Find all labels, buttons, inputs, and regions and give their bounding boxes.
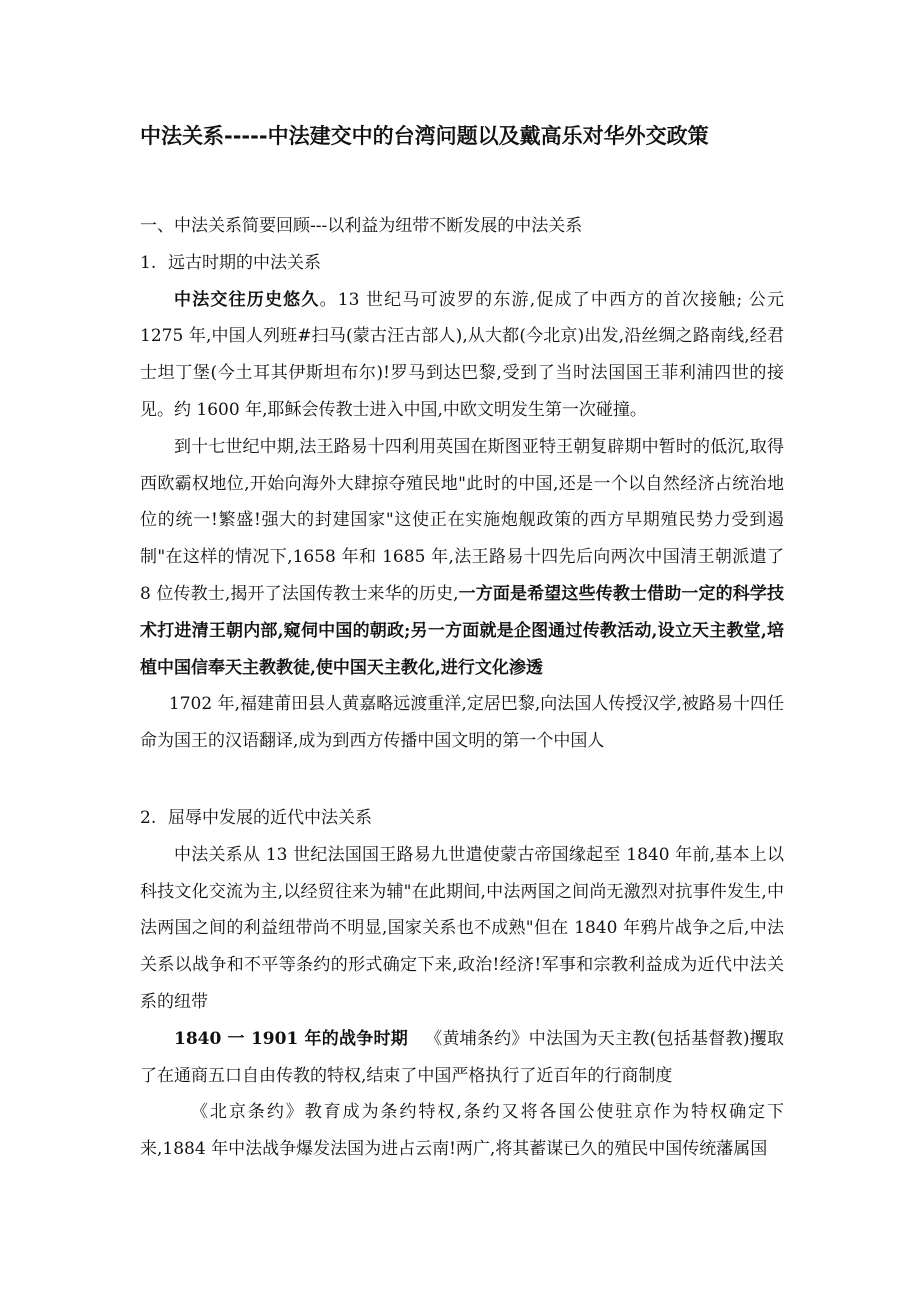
- section-heading: 一、中法关系简要回顾---以利益为纽带不断发展的中法关系: [140, 216, 583, 236]
- paragraph: [140, 282, 784, 429]
- subsection-heading-2: [140, 800, 784, 837]
- paragraph-text: 中法关系从 13 世纪法国国王路易九世遣使蒙古帝国缘起至 1840 年前,基本上以科技文化交流为主,以经贸往来为辅"在此期间,中法两国之间尚无激烈对抗事件发生,中法两国之间的利益纽带尚不明显,国家关系也不成熟"但在 1840 年鸦片战争之后,中法关系以战争和不平等条约的形式确定下来,政治!经济!军事和宗教利益成为近代中法关系的纽带: [140, 844, 784, 1012]
- paragraph-text: 到十七世纪中期,法王路易十四利用英国在斯图亚特王朝复辟期中暂时的低沉,取得西欧霸权地位,开始向海外大肆掠夺殖民地"此时的中国,还是一个以自然经济占统治地位的统一!繁盛!强大的封建国家"这使正在实施炮舰政策的西方早期殖民势力受到遏制"在这样的情况下,1658 年和 1685 年,法王路易十四先后向两次中国清王朝派遣了 8 位传教士,揭开了法国传教士来华的历史,: [140, 436, 784, 604]
- subsection-number: 2.: [140, 807, 157, 828]
- document-title: 中法关系-----中法建交中的台湾问题以及戴高乐对华外交政策: [140, 124, 709, 148]
- subsection-title: 远古时期的中法关系: [168, 252, 321, 273]
- subsection-heading-1: [140, 245, 784, 282]
- bold-text: 1840 一 1901 年的战争时期: [174, 1028, 409, 1049]
- paragraph: [140, 686, 784, 760]
- paragraph-text: 1702 年,福建莆田县人黄嘉略远渡重洋,定居巴黎,向法国人传授汉学,被路易十四任命为国王的汉语翻译,成为到西方传播中国文明的第一个中国人: [140, 694, 784, 752]
- bold-text: 中法交往历史悠久: [174, 289, 320, 310]
- paragraph: [140, 429, 784, 687]
- subsection-number: 1.: [140, 252, 157, 273]
- paragraph: [140, 1094, 784, 1168]
- paragraph-text: 《北京条约》教育成为条约特权,条约又将各国公使驻京作为特权确定下来,1884 年中法战争爆发法国为进占云南!两广,将其蓄谋已久的殖民中国传统藩属国: [140, 1102, 784, 1160]
- document-body: [140, 208, 784, 1168]
- paragraph-text: 《黄埔条约》中法国为天主教(包括基督教)攫取了在通商五口自由传教的特权,结束了中国严格执行了近百年的行商制度: [140, 1028, 784, 1086]
- paragraph-text: 。13 世纪马可波罗的东游,促成了中西方的首次接触; 公元 1275 年,中国人列班#扫马(蒙古汪古部人),从大都(今北京)出发,沿丝绸之路南线,经君士坦丁堡(今土耳其伊斯坦布尔)!罗马到达巴黎,受到了当时法国国王菲利浦四世的接见。约 1600 年,耶稣会传教士进入中国,中欧文明发生第一次碰撞。: [140, 289, 784, 420]
- spacer: [140, 760, 784, 800]
- subsection-title: 屈辱中发展的近代中法关系: [168, 807, 372, 828]
- bold-text: 一方面是希望这些传教士借助一定的科学技术打进清王朝内部,窥伺中国的朝政;另一方面就是企图通过传教活动,设立天主教堂,培植中国信奉天主教教徒,使中国天主教化,进行文化渗透: [140, 583, 784, 678]
- paragraph: [140, 1021, 784, 1095]
- paragraph: [140, 837, 784, 1021]
